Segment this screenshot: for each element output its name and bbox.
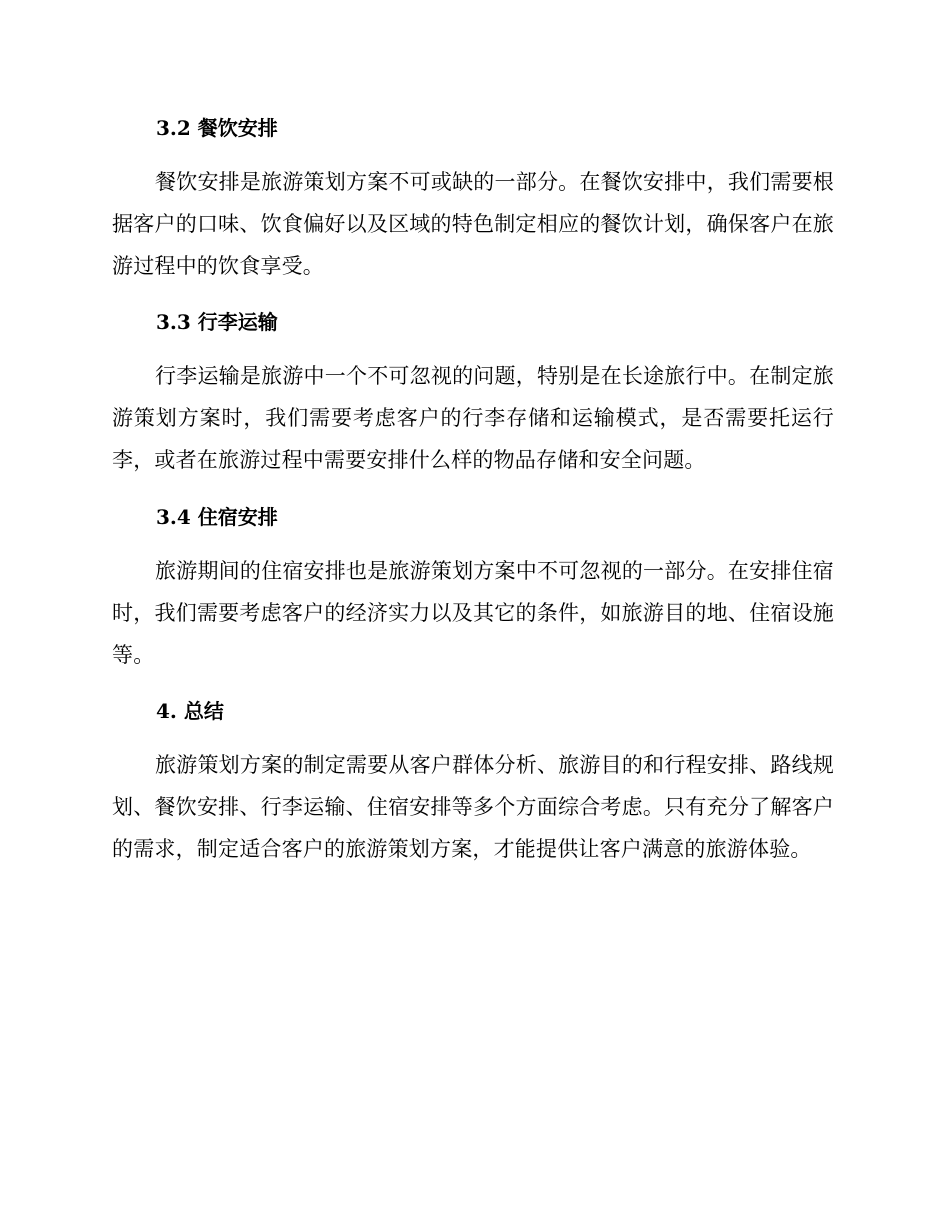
- section-body-3-4: 旅游期间的住宿安排也是旅游策划方案中不可忽视的一部分。在安排住宿时，我们需要考虑客户的经济实力以及其它的条件，如旅游目的地、住宿设施等。: [112, 559, 834, 667]
- section-heading-4: 4. 总结: [156, 699, 224, 723]
- section-heading-3-3: 3.3 行李运输: [156, 310, 278, 334]
- section-heading-3-4: 3.4 住宿安排: [156, 505, 278, 529]
- section-body-3-3: 行李运输是旅游中一个不可忽视的问题，特别是在长途旅行中。在制定旅游策划方案时，我们需要考虑客户的行李存储和运输模式，是否需要托运行李，或者在旅游过程中需要安排什么样的物品存储和安全问题。: [112, 364, 834, 472]
- section-heading-3-2: 3.2 餐饮安排: [156, 116, 278, 140]
- section-body-3-2: 餐饮安排是旅游策划方案不可或缺的一部分。在餐饮安排中，我们需要根据客户的口味、饮食偏好以及区域的特色制定相应的餐饮计划，确保客户在旅游过程中的饮食享受。: [112, 170, 834, 278]
- section-body-4: 旅游策划方案的制定需要从客户群体分析、旅游目的和行程安排、路线规划、餐饮安排、行李运输、住宿安排等多个方面综合考虑。只有充分了解客户的需求，制定适合客户的旅游策划方案，才能提供让客户满意的旅游体验。: [112, 753, 834, 861]
